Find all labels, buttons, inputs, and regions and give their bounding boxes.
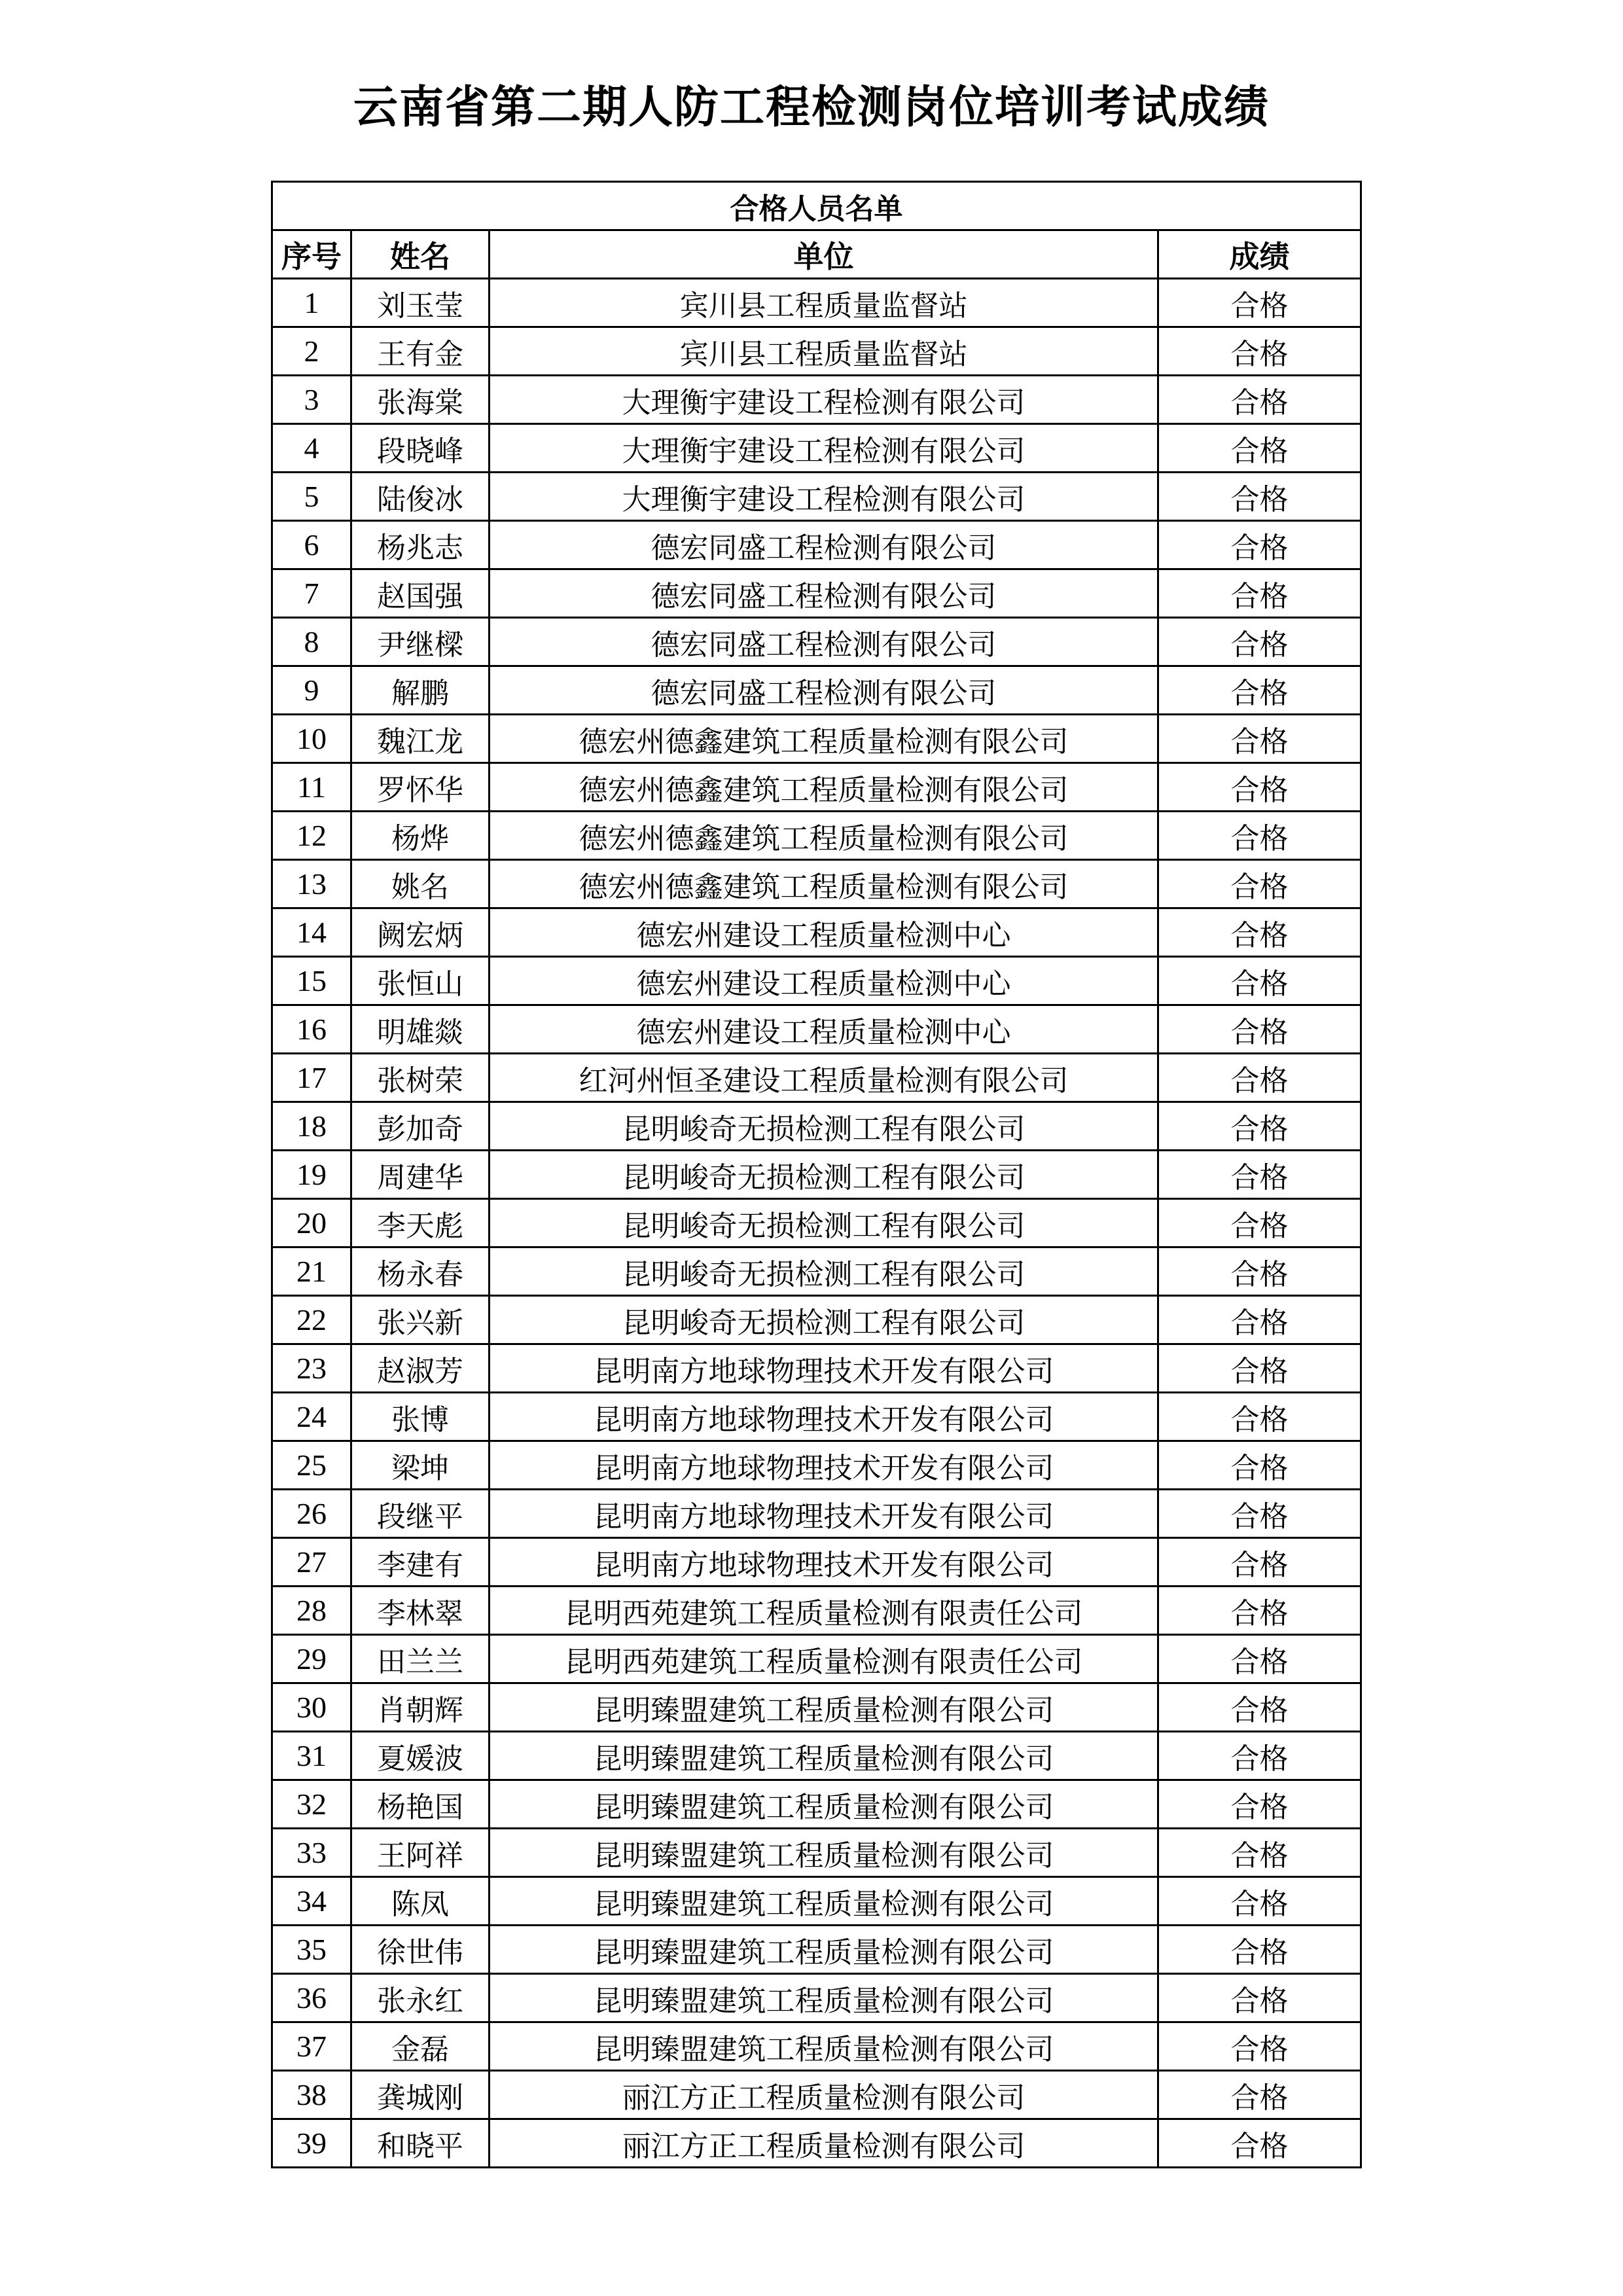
cell-seq: 24 (272, 1393, 351, 1441)
cell-score: 合格 (1158, 1393, 1361, 1441)
table-row (272, 424, 1361, 473)
table-row (272, 1102, 1361, 1151)
cell-score: 合格 (1158, 1441, 1361, 1490)
cell-score: 合格 (1158, 1635, 1361, 1683)
table-row (272, 1829, 1361, 1877)
table-row (272, 908, 1361, 957)
table-row (272, 2022, 1361, 2071)
cell-score: 合格 (1158, 1199, 1361, 1247)
table-row (272, 860, 1361, 908)
cell-seq: 23 (272, 1344, 351, 1393)
table-row (272, 715, 1361, 763)
cell-score: 合格 (1158, 763, 1361, 812)
cell-score: 合格 (1158, 666, 1361, 715)
cell-name: 李天彪 (351, 1199, 490, 1247)
cell-score: 合格 (1158, 1538, 1361, 1587)
cell-score: 合格 (1158, 424, 1361, 473)
cell-name: 杨烨 (351, 812, 490, 860)
cell-unit: 昆明峻奇无损检测工程有限公司 (490, 1296, 1158, 1344)
table-row (272, 1490, 1361, 1538)
cell-name: 王阿祥 (351, 1829, 490, 1877)
table-row (272, 1247, 1361, 1296)
cell-seq: 29 (272, 1635, 351, 1683)
table-row (272, 957, 1361, 1005)
cell-name: 刘玉莹 (351, 279, 490, 327)
table-row (272, 1974, 1361, 2022)
cell-name: 和晓平 (351, 2119, 490, 2168)
cell-unit: 昆明臻盟建筑工程质量检测有限公司 (490, 1732, 1158, 1780)
cell-seq: 4 (272, 424, 351, 473)
table-row (272, 1926, 1361, 1974)
cell-score: 合格 (1158, 327, 1361, 376)
cell-score: 合格 (1158, 2071, 1361, 2119)
cell-score: 合格 (1158, 1344, 1361, 1393)
cell-unit: 昆明南方地球物理技术开发有限公司 (490, 1393, 1158, 1441)
cell-score: 合格 (1158, 1974, 1361, 2022)
cell-unit: 丽江方正工程质量检测有限公司 (490, 2119, 1158, 2168)
cell-score: 合格 (1158, 2119, 1361, 2168)
cell-seq: 19 (272, 1151, 351, 1199)
cell-seq: 20 (272, 1199, 351, 1247)
table-body (272, 279, 1361, 2168)
table-row (272, 1005, 1361, 1054)
cell-name: 陈凤 (351, 1877, 490, 1926)
cell-unit: 昆明西苑建筑工程质量检测有限责任公司 (490, 1587, 1158, 1635)
cell-seq: 16 (272, 1005, 351, 1054)
cell-unit: 德宏同盛工程检测有限公司 (490, 618, 1158, 666)
cell-name: 张海棠 (351, 376, 490, 424)
header-unit: 单位 (490, 230, 1158, 279)
cell-seq: 37 (272, 2022, 351, 2071)
cell-unit: 昆明峻奇无损检测工程有限公司 (490, 1102, 1158, 1151)
table-row (272, 1683, 1361, 1732)
table-row (272, 473, 1361, 521)
cell-seq: 9 (272, 666, 351, 715)
cell-seq: 17 (272, 1054, 351, 1102)
cell-score: 合格 (1158, 376, 1361, 424)
cell-name: 周建华 (351, 1151, 490, 1199)
cell-name: 姚名 (351, 860, 490, 908)
table-row (272, 1635, 1361, 1683)
cell-name: 张兴新 (351, 1296, 490, 1344)
cell-score: 合格 (1158, 1780, 1361, 1829)
cell-name: 王有金 (351, 327, 490, 376)
cell-score: 合格 (1158, 1151, 1361, 1199)
table-row (272, 2119, 1361, 2168)
cell-score: 合格 (1158, 521, 1361, 569)
table-row (272, 1393, 1361, 1441)
cell-seq: 35 (272, 1926, 351, 1974)
cell-name: 赵国强 (351, 569, 490, 618)
cell-score: 合格 (1158, 1490, 1361, 1538)
cell-score: 合格 (1158, 1102, 1361, 1151)
cell-name: 龚城刚 (351, 2071, 490, 2119)
cell-seq: 8 (272, 618, 351, 666)
cell-seq: 12 (272, 812, 351, 860)
cell-seq: 5 (272, 473, 351, 521)
cell-seq: 11 (272, 763, 351, 812)
table-caption-row (272, 182, 1361, 230)
cell-name: 段继平 (351, 1490, 490, 1538)
page-title: 云南省第二期人防工程检测岗位培训考试成绩 (353, 82, 1270, 134)
cell-seq: 33 (272, 1829, 351, 1877)
table-row (272, 1732, 1361, 1780)
cell-unit: 德宏州德鑫建筑工程质量检测有限公司 (490, 763, 1158, 812)
cell-unit: 昆明峻奇无损检测工程有限公司 (490, 1199, 1158, 1247)
cell-seq: 39 (272, 2119, 351, 2168)
cell-name: 张永红 (351, 1974, 490, 2022)
cell-seq: 21 (272, 1247, 351, 1296)
results-table (271, 181, 1362, 2168)
table-row (272, 279, 1361, 327)
cell-score: 合格 (1158, 812, 1361, 860)
cell-unit: 昆明臻盟建筑工程质量检测有限公司 (490, 1877, 1158, 1926)
cell-seq: 3 (272, 376, 351, 424)
cell-score: 合格 (1158, 618, 1361, 666)
cell-name: 陆俊冰 (351, 473, 490, 521)
cell-name: 徐世伟 (351, 1926, 490, 1974)
table-row (272, 1296, 1361, 1344)
cell-unit: 大理衡宇建设工程检测有限公司 (490, 473, 1158, 521)
cell-score: 合格 (1158, 1005, 1361, 1054)
table-caption: 合格人员名单 (272, 182, 1361, 230)
cell-seq: 27 (272, 1538, 351, 1587)
cell-score: 合格 (1158, 1877, 1361, 1926)
cell-unit: 昆明峻奇无损检测工程有限公司 (490, 1247, 1158, 1296)
table-row (272, 1151, 1361, 1199)
table-row (272, 618, 1361, 666)
cell-unit: 昆明南方地球物理技术开发有限公司 (490, 1441, 1158, 1490)
cell-unit: 德宏州德鑫建筑工程质量检测有限公司 (490, 860, 1158, 908)
cell-seq: 10 (272, 715, 351, 763)
cell-unit: 德宏同盛工程检测有限公司 (490, 521, 1158, 569)
cell-unit: 昆明南方地球物理技术开发有限公司 (490, 1538, 1158, 1587)
cell-score: 合格 (1158, 957, 1361, 1005)
cell-seq: 36 (272, 1974, 351, 2022)
cell-seq: 34 (272, 1877, 351, 1926)
cell-seq: 30 (272, 1683, 351, 1732)
cell-unit: 大理衡宇建设工程检测有限公司 (490, 424, 1158, 473)
cell-name: 金磊 (351, 2022, 490, 2071)
table-row (272, 1877, 1361, 1926)
cell-unit: 昆明臻盟建筑工程质量检测有限公司 (490, 1829, 1158, 1877)
cell-unit: 昆明西苑建筑工程质量检测有限责任公司 (490, 1635, 1158, 1683)
table-row (272, 1054, 1361, 1102)
cell-seq: 6 (272, 521, 351, 569)
cell-score: 合格 (1158, 1926, 1361, 1974)
table-row (272, 2071, 1361, 2119)
cell-unit: 德宏州建设工程质量检测中心 (490, 908, 1158, 957)
cell-unit: 宾川县工程质量监督站 (490, 279, 1158, 327)
cell-score: 合格 (1158, 473, 1361, 521)
cell-name: 罗怀华 (351, 763, 490, 812)
cell-unit: 昆明臻盟建筑工程质量检测有限公司 (490, 2022, 1158, 2071)
cell-score: 合格 (1158, 1587, 1361, 1635)
cell-name: 张恒山 (351, 957, 490, 1005)
cell-unit: 红河州恒圣建设工程质量检测有限公司 (490, 1054, 1158, 1102)
cell-unit: 昆明臻盟建筑工程质量检测有限公司 (490, 1926, 1158, 1974)
cell-unit: 德宏同盛工程检测有限公司 (490, 666, 1158, 715)
cell-seq: 32 (272, 1780, 351, 1829)
cell-score: 合格 (1158, 1247, 1361, 1296)
table-row (272, 521, 1361, 569)
cell-name: 田兰兰 (351, 1635, 490, 1683)
cell-unit: 丽江方正工程质量检测有限公司 (490, 2071, 1158, 2119)
cell-unit: 昆明臻盟建筑工程质量检测有限公司 (490, 1974, 1158, 2022)
cell-seq: 15 (272, 957, 351, 1005)
cell-name: 李建有 (351, 1538, 490, 1587)
cell-score: 合格 (1158, 2022, 1361, 2071)
header-name: 姓名 (351, 230, 490, 279)
cell-name: 夏媛波 (351, 1732, 490, 1780)
cell-seq: 25 (272, 1441, 351, 1490)
cell-unit: 德宏州建设工程质量检测中心 (490, 957, 1158, 1005)
table-row (272, 812, 1361, 860)
table-row (272, 1441, 1361, 1490)
cell-name: 杨艳国 (351, 1780, 490, 1829)
cell-score: 合格 (1158, 569, 1361, 618)
cell-unit: 昆明峻奇无损检测工程有限公司 (490, 1151, 1158, 1199)
cell-score: 合格 (1158, 279, 1361, 327)
cell-name: 张树荣 (351, 1054, 490, 1102)
cell-unit: 德宏州德鑫建筑工程质量检测有限公司 (490, 715, 1158, 763)
cell-score: 合格 (1158, 715, 1361, 763)
header-seq: 序号 (272, 230, 351, 279)
table-row (272, 1780, 1361, 1829)
cell-name: 李林翠 (351, 1587, 490, 1635)
cell-name: 彭加奇 (351, 1102, 490, 1151)
table-row (272, 569, 1361, 618)
table-row (272, 666, 1361, 715)
cell-unit: 德宏州德鑫建筑工程质量检测有限公司 (490, 812, 1158, 860)
cell-name: 明雄燚 (351, 1005, 490, 1054)
table-row (272, 1199, 1361, 1247)
table-header-row (272, 230, 1361, 279)
cell-name: 梁坤 (351, 1441, 490, 1490)
cell-score: 合格 (1158, 1683, 1361, 1732)
cell-name: 张博 (351, 1393, 490, 1441)
cell-unit: 昆明臻盟建筑工程质量检测有限公司 (490, 1683, 1158, 1732)
cell-unit: 宾川县工程质量监督站 (490, 327, 1158, 376)
cell-name: 赵淑芳 (351, 1344, 490, 1393)
cell-seq: 26 (272, 1490, 351, 1538)
cell-name: 阙宏炳 (351, 908, 490, 957)
table-row (272, 1538, 1361, 1587)
cell-score: 合格 (1158, 1296, 1361, 1344)
cell-score: 合格 (1158, 1829, 1361, 1877)
cell-name: 段晓峰 (351, 424, 490, 473)
cell-seq: 18 (272, 1102, 351, 1151)
cell-seq: 22 (272, 1296, 351, 1344)
cell-seq: 14 (272, 908, 351, 957)
cell-score: 合格 (1158, 908, 1361, 957)
cell-unit: 昆明南方地球物理技术开发有限公司 (490, 1344, 1158, 1393)
cell-seq: 28 (272, 1587, 351, 1635)
cell-seq: 31 (272, 1732, 351, 1780)
cell-name: 杨兆志 (351, 521, 490, 569)
cell-name: 尹继樑 (351, 618, 490, 666)
cell-seq: 13 (272, 860, 351, 908)
cell-name: 解鹏 (351, 666, 490, 715)
table-row (272, 1344, 1361, 1393)
cell-unit: 德宏同盛工程检测有限公司 (490, 569, 1158, 618)
cell-name: 肖朝辉 (351, 1683, 490, 1732)
cell-unit: 德宏州建设工程质量检测中心 (490, 1005, 1158, 1054)
cell-unit: 大理衡宇建设工程检测有限公司 (490, 376, 1158, 424)
cell-score: 合格 (1158, 1732, 1361, 1780)
cell-seq: 1 (272, 279, 351, 327)
table-row (272, 763, 1361, 812)
cell-unit: 昆明臻盟建筑工程质量检测有限公司 (490, 1780, 1158, 1829)
cell-score: 合格 (1158, 860, 1361, 908)
cell-seq: 7 (272, 569, 351, 618)
cell-seq: 2 (272, 327, 351, 376)
cell-seq: 38 (272, 2071, 351, 2119)
header-score: 成绩 (1158, 230, 1361, 279)
cell-score: 合格 (1158, 1054, 1361, 1102)
cell-name: 魏江龙 (351, 715, 490, 763)
cell-name: 杨永春 (351, 1247, 490, 1296)
table-row (272, 327, 1361, 376)
table-row (272, 376, 1361, 424)
table-row (272, 1587, 1361, 1635)
cell-unit: 昆明南方地球物理技术开发有限公司 (490, 1490, 1158, 1538)
